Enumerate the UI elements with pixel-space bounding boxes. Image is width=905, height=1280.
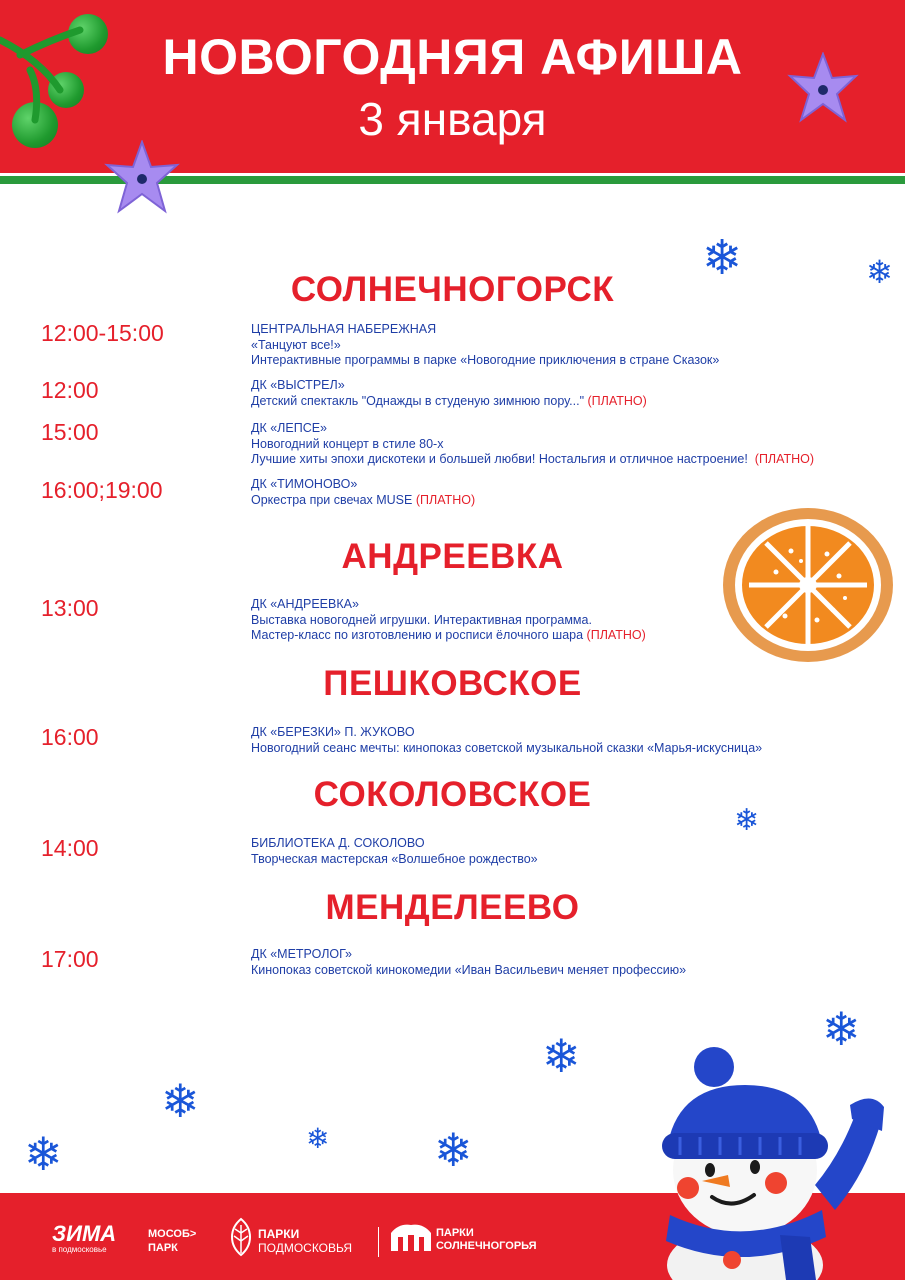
snowflake-decoration: ❄ [866, 253, 893, 291]
event-line-text: Оркестра при свечах MUSE [251, 492, 413, 507]
logo-mosoblpark-line2: ПАРК [148, 1242, 178, 1254]
event-time: 12:00 [41, 377, 99, 403]
event-description [251, 947, 891, 978]
event-time: 13:00 [41, 595, 99, 621]
snowflake-decoration: ❄ [306, 1122, 330, 1155]
event-line: Творческая мастерская «Волшебное рождество» [251, 851, 538, 866]
event-line-text: Мастер-класс по изготовлению и росписи ёлочного шара [251, 628, 584, 642]
event-line: Выставка новогодней игрушки. Интерактивная программа. [251, 612, 592, 627]
event-venue: ДК «ВЫСТРЕЛ» [251, 378, 345, 392]
snowflake-decoration: ❄ [434, 1123, 473, 1177]
logo-parks-podmoskovya-line2: ПОДМОСКОВЬЯ [258, 1241, 353, 1255]
logo-zima-main: ЗИМА [52, 1221, 117, 1246]
logo-separator [378, 1227, 379, 1257]
logo-parks-podmoskovya [258, 1227, 352, 1255]
event-time: 16:00;19:00 [41, 477, 163, 503]
star-decoration [787, 52, 859, 128]
section-title-sokolovskoe: СОКОЛОВСКОЕ [313, 775, 592, 814]
logo-parks-solnechnogorya-line1: ПАРКИ [436, 1227, 474, 1239]
snowman-illustration [640, 1045, 900, 1280]
event-description [251, 322, 891, 369]
event-description [251, 477, 891, 508]
event-line: «Танцуют все!» [251, 337, 341, 352]
page-date: 3 января [358, 93, 547, 145]
page-title: НОВОГОДНЯЯ АФИША [162, 29, 743, 85]
section-title-solnechnogorsk: СОЛНЕЧНОГОРСК [290, 270, 615, 309]
logo-mosoblpark-line1: МОСОБ> [148, 1228, 197, 1240]
section-title-mendeleevo: МЕНДЕЛЕЕВО [325, 888, 580, 927]
logo-mosoblpark [148, 1227, 196, 1255]
snowflake-decoration: ❄ [734, 803, 760, 838]
parks-solnechnogorya-house-icon [389, 1219, 433, 1253]
logo-parks-solnechnogorya [436, 1227, 537, 1253]
parks-podmoskovya-leaf-icon [227, 1217, 255, 1257]
snowflake-decoration: ❄ [24, 1127, 63, 1181]
section-title-peshkovskoe: ПЕШКОВСКОЕ [323, 664, 582, 703]
event-line: Новогодний концерт в стиле 80-х [251, 436, 444, 451]
event-time: 12:00-15:00 [41, 320, 164, 346]
event-line [251, 394, 891, 410]
event-venue: ЦЕНТРАЛЬНАЯ НАБЕРЕЖНАЯ [251, 322, 437, 336]
paid-label: (ПЛАТНО) [415, 492, 476, 507]
event-line: Кинопоказ советской кинокомедии «Иван Васильевич меняет профессию» [251, 962, 687, 977]
snowflake-decoration: ❄ [161, 1074, 200, 1128]
snowflake-decoration: ❄ [702, 230, 743, 286]
event-time: 14:00 [41, 835, 99, 861]
event-description [251, 378, 891, 409]
event-line: Новогодний сеанс мечты: кинопоказ советской музыкальной сказки «Марья-искусница» [251, 740, 763, 755]
event-line-text: Лучшие хиты эпохи дискотеки и большей любви! Ностальгия и отличное настроение! [251, 452, 748, 466]
event-time: 15:00 [41, 419, 99, 445]
snowflake-decoration: ❄ [822, 1002, 861, 1056]
star-decoration [104, 140, 180, 218]
event-description [251, 421, 891, 468]
paid-label: (ПЛАТНО) [754, 452, 815, 466]
event-line: Интерактивные программы в парке «Новогодние приключения в стране Сказок» [251, 353, 720, 367]
paid-label: (ПЛАТНО) [587, 393, 647, 408]
snowflake-decoration: ❄ [542, 1029, 581, 1083]
event-description [251, 725, 891, 756]
event-venue: ДК «БЕРЕЗКИ» П. ЖУКОВО [251, 725, 415, 739]
event-venue: ДК «МЕТРОЛОГ» [251, 947, 353, 961]
logo-parks-podmoskovya-line1: ПАРКИ [258, 1227, 300, 1241]
event-description [251, 836, 891, 867]
event-venue: ДК «ЛЕПСЕ» [251, 421, 328, 435]
logo-zima [52, 1223, 116, 1255]
event-venue: ДК «АНДРЕЕВКА» [251, 597, 359, 611]
paid-label: (ПЛАТНО) [586, 628, 646, 642]
event-time: 16:00 [41, 724, 99, 750]
event-line [251, 452, 891, 468]
event-venue: ДК «ТИМОНОВО» [251, 477, 358, 491]
event-line-text: Детский спектакль "Однажды в студеную зимнюю пору..." [251, 393, 585, 408]
orange-slice-cookie-decoration [721, 506, 895, 664]
event-venue: БИБЛИОТЕКА Д. СОКОЛОВО [251, 836, 425, 850]
logo-parks-solnechnogorya-line2: СОЛНЕЧНОГОРЬЯ [436, 1240, 537, 1252]
section-title-andreevka: АНДРЕЕВКА [341, 537, 564, 576]
logo-zima-sub: в подмосковье [52, 1245, 107, 1254]
event-time: 17:00 [41, 946, 99, 972]
